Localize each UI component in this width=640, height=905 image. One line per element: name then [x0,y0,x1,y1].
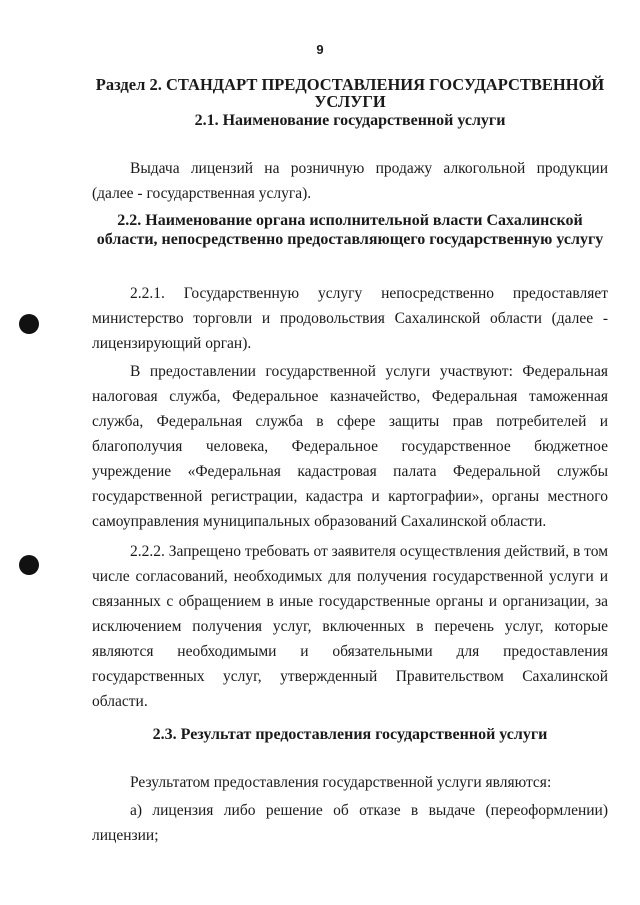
paragraph-2-3-intro: Результатом предоставления государственной услуги являются: [130,774,552,791]
subsection-heading-2-2: 2.2. Наименование органа исполнительной власти Сахалинской области, непосредственно предоставляющего государственную услугу [96,212,604,248]
subsection-heading-2-3: 2.3. Результат предоставления государственной услуги [152,726,548,743]
punch-hole [19,555,39,575]
paragraph-2-3-a: а) лицензия либо решение об отказе в выдаче (переоформлении) лицензии; [92,802,608,844]
paragraph-2-2-2: 2.2.2. Запрещено требовать от заявителя осуществления действий, в том числе согласований, необходимых для получения государственной услуги и связанных с обращением в иные государственные органы и организации, за исключением получения услуг, включенных в перечень услуг, которые являются необходимыми и обязательными для предоставления государственных услуг, утвержденный Правительством Сахалинской области. [92,543,608,710]
paragraph-2-2-1: 2.2.1. Государственную услугу непосредственно предоставляет министерство торговли и продовольствия Сахалинской области (далее - лицензирующий орган). [92,285,608,352]
paragraph-2-2-1-participants: В предоставлении государственной услуги участвуют: Федеральная налоговая служба, Федеральное казначейство, Федеральная таможенная служба, Федеральная служба в сфере защиты прав потребителей и благополучия человека, Федеральное государственное бюджетное учреждение «Федеральная кадастровая палата Федеральной службы государственной регистрации, кадастра и картографии», органы местного самоуправления муниципальных образований Сахалинской области. [92,363,608,530]
page-number: 9 [316,42,324,57]
subsection-heading-2-1: 2.1. Наименование государственной услуги [194,112,506,129]
section-heading: Раздел 2. СТАНДАРТ ПРЕДОСТАВЛЕНИЯ ГОСУДАРСТВЕННОЙ УСЛУГИ [95,75,605,111]
paragraph-2-1: Выдача лицензий на розничную продажу алкогольной продукции (далее - государственная услуга). [92,160,608,202]
punch-hole [19,314,39,334]
